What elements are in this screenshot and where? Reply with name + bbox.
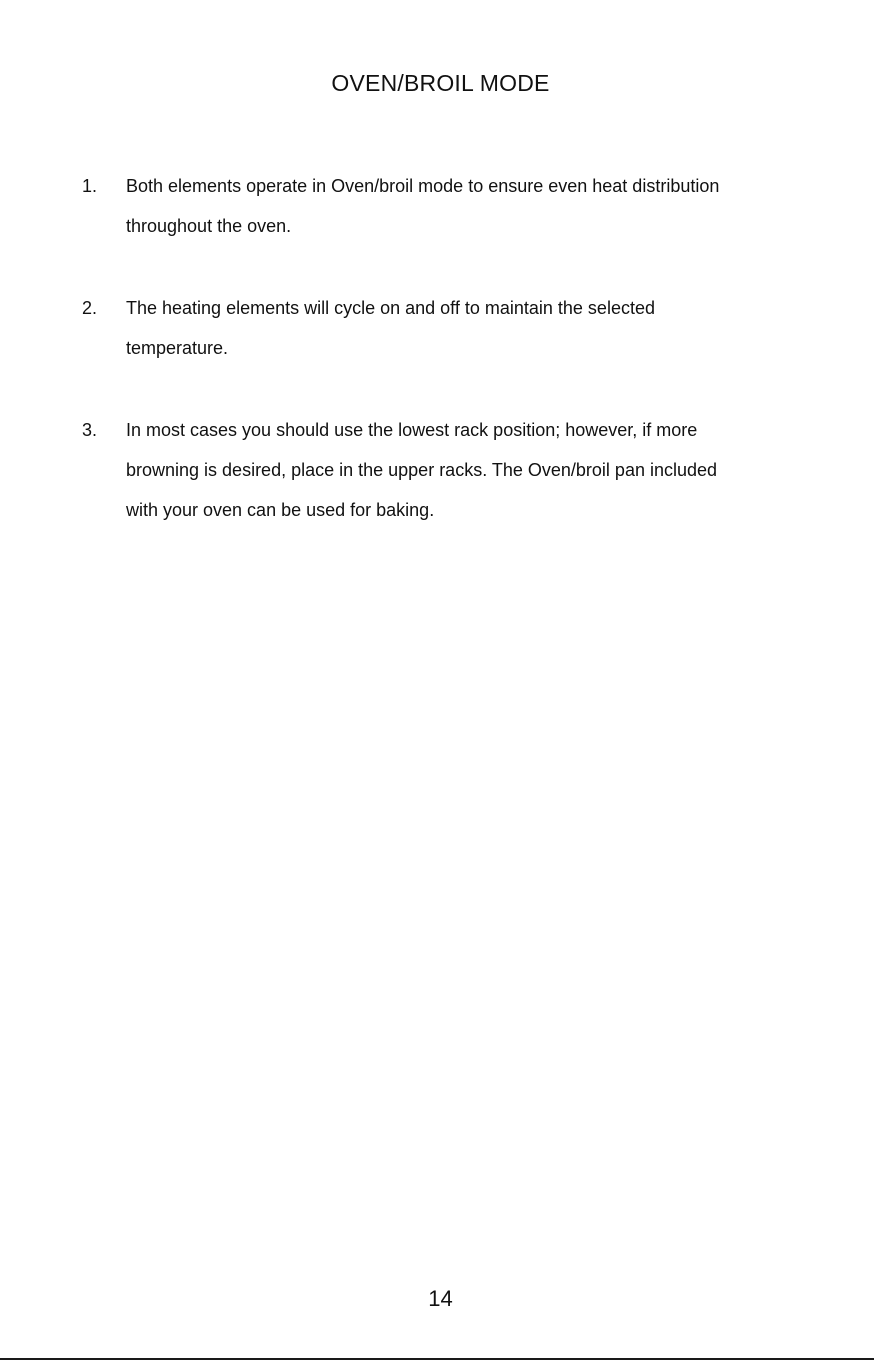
page-title: OVEN/BROIL MODE bbox=[331, 70, 550, 96]
list-item bbox=[82, 166, 802, 246]
list-item bbox=[82, 288, 802, 368]
item-number: 2. bbox=[82, 298, 98, 318]
item-text: Both elements operate in Oven/broil mode to ensure even heat distribution throughout the oven. bbox=[126, 176, 720, 236]
item-text: In most cases you should use the lowest rack position; however, if more browning is desired, place in the upper racks. The Oven/broil pan included with your oven can be used for baking. bbox=[126, 420, 718, 520]
list-item bbox=[82, 410, 802, 530]
item-number: 3. bbox=[82, 420, 98, 440]
item-text: The heating elements will cycle on and off to maintain the selected temperature. bbox=[126, 298, 655, 358]
bottom-divider bbox=[0, 1358, 874, 1360]
instruction-list bbox=[82, 166, 802, 530]
item-number: 1. bbox=[82, 176, 98, 196]
page-number: 14 bbox=[428, 1286, 453, 1311]
